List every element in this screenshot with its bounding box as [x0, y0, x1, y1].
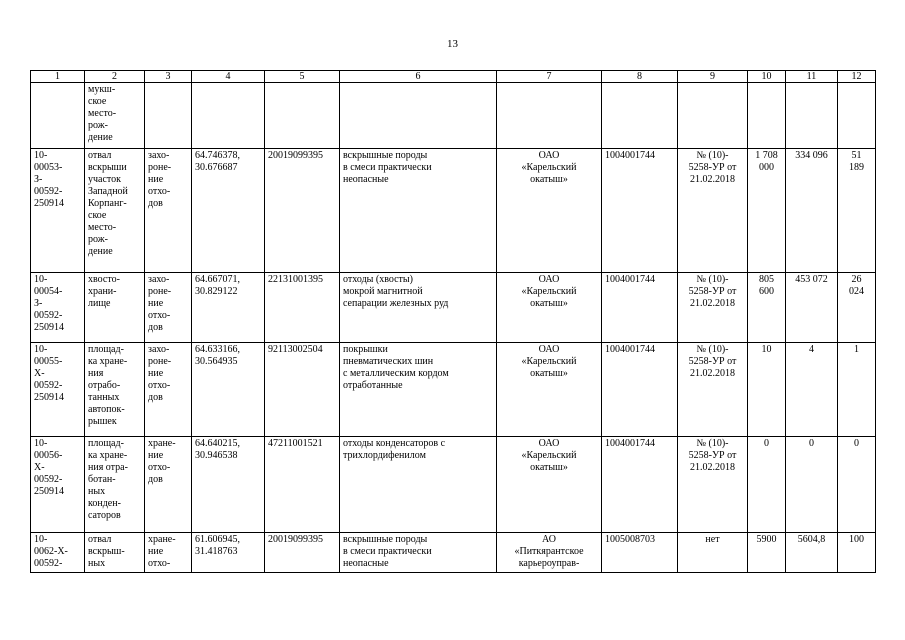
column-number-11: 11 — [786, 71, 838, 83]
cell-col-7 — [497, 83, 602, 149]
cell-col-9 — [678, 437, 748, 533]
cell-line: 00592- — [34, 558, 63, 569]
cell-line: ние — [148, 546, 164, 557]
cell-col-12 — [838, 437, 876, 533]
cell-line: ОАО — [538, 274, 560, 285]
cell-col-7 — [497, 343, 602, 437]
cell-line: отработанные — [343, 380, 403, 391]
cell-col-8 — [602, 149, 678, 273]
cell-line: «Карельский — [521, 162, 577, 173]
cell-line: вскрышные породы — [343, 150, 428, 161]
cell-line: № (10)- — [696, 344, 729, 355]
cell-col-12 — [838, 149, 876, 273]
cell-line: 00592- — [34, 186, 63, 197]
cell-col-4 — [192, 437, 265, 533]
cell-line: 024 — [849, 286, 864, 297]
cell-line: храни- — [88, 286, 117, 297]
cell-line: 000 — [759, 162, 774, 173]
cell-line: сепарации железных руд — [343, 298, 449, 309]
cell-line: 00055- — [34, 356, 63, 367]
cell-line: неопасные — [343, 558, 389, 569]
cell-col-3 — [145, 343, 192, 437]
cell-col-6 — [340, 149, 497, 273]
table-row — [31, 83, 876, 149]
cell-col-4 — [192, 149, 265, 273]
column-number-4: 4 — [192, 71, 265, 83]
cell-line: место- — [88, 108, 117, 119]
cell-line: 64.667071, — [195, 274, 240, 285]
cell-line: 1004001744 — [605, 438, 655, 449]
cell-line: площад- — [88, 438, 124, 449]
cell-col-8 — [602, 437, 678, 533]
cell-line: автопок- — [88, 404, 125, 415]
page-number: 13 — [447, 38, 458, 50]
cell-line: дение — [88, 132, 113, 143]
cell-col-3 — [145, 273, 192, 343]
cell-col-5 — [265, 83, 340, 149]
cell-line: 5258-УР от — [688, 356, 737, 367]
cell-col-10 — [748, 83, 786, 149]
cell-line: 453 072 — [795, 274, 828, 285]
column-number-12: 12 — [838, 71, 876, 83]
cell-line: дов — [148, 392, 163, 403]
cell-line: ние — [148, 298, 164, 309]
cell-col-7 — [497, 533, 602, 573]
cell-line: Западной — [88, 186, 128, 197]
cell-line: 10- — [34, 438, 48, 449]
cell-col-6 — [340, 343, 497, 437]
cell-line: дов — [148, 198, 163, 209]
cell-line: 47211001521 — [268, 438, 323, 449]
cell-col-11 — [786, 343, 838, 437]
cell-line: площад- — [88, 344, 124, 355]
cell-line: 100 — [849, 534, 864, 545]
cell-line: отходы (хвосты) — [343, 274, 413, 285]
cell-line: 21.02.2018 — [690, 368, 735, 379]
cell-line: карьероуправ- — [518, 558, 580, 569]
cell-col-2 — [85, 149, 145, 273]
table-row — [31, 343, 876, 437]
cell-line: 10- — [34, 534, 48, 545]
cell-line: 00592- — [34, 310, 63, 321]
cell-col-8 — [602, 533, 678, 573]
cell-col-7 — [497, 437, 602, 533]
cell-line: роне- — [148, 356, 172, 367]
cell-line: 189 — [849, 162, 864, 173]
cell-col-1 — [31, 273, 85, 343]
cell-line: 64.633166, — [195, 344, 240, 355]
cell-line: 64.640215, — [195, 438, 240, 449]
cell-line: танных — [88, 392, 120, 403]
cell-line: мукш- — [88, 84, 116, 95]
cell-line: конден- — [88, 498, 121, 509]
cell-line: ных — [88, 486, 106, 497]
cell-line: отрабо- — [88, 380, 121, 391]
cell-line: 00592- — [34, 474, 63, 485]
cell-col-2 — [85, 437, 145, 533]
cell-col-4 — [192, 83, 265, 149]
cell-col-6 — [340, 83, 497, 149]
cell-col-3 — [145, 83, 192, 149]
cell-line: 5258-УР от — [688, 286, 737, 297]
cell-line: Корпанг- — [88, 198, 127, 209]
cell-line: ОАО — [538, 344, 560, 355]
cell-line: З- — [34, 298, 43, 309]
cell-line: 1004001744 — [605, 274, 655, 285]
cell-col-2 — [85, 533, 145, 573]
cell-line: окатыш» — [530, 462, 568, 473]
cell-col-7 — [497, 149, 602, 273]
cell-line: 26 — [851, 274, 862, 285]
column-number-1: 1 — [31, 71, 85, 83]
cell-line: 5604,8 — [797, 534, 826, 545]
cell-line: рышек — [88, 416, 117, 427]
cell-line: отхо- — [148, 462, 171, 473]
cell-line: 1 — [854, 344, 859, 355]
cell-col-1 — [31, 83, 85, 149]
cell-line: Х- — [34, 368, 45, 379]
cell-col-12 — [838, 83, 876, 149]
cell-line: ние — [148, 174, 164, 185]
cell-col-9 — [678, 83, 748, 149]
cell-col-12 — [838, 343, 876, 437]
cell-line: 250914 — [34, 198, 64, 209]
cell-line: ОАО — [538, 438, 560, 449]
cell-line: ние — [148, 368, 164, 379]
cell-col-3 — [145, 533, 192, 573]
cell-line: 00592- — [34, 380, 63, 391]
cell-line: ных — [88, 558, 106, 569]
cell-line: роне- — [148, 162, 172, 173]
cell-line: дов — [148, 474, 163, 485]
cell-line: 1004001744 — [605, 344, 655, 355]
cell-line: ОАО — [538, 150, 560, 161]
cell-line: 64.746378, — [195, 150, 240, 161]
cell-line: Х- — [34, 462, 45, 473]
cell-line: ние — [148, 450, 164, 461]
cell-line: участок — [88, 174, 122, 185]
cell-col-8 — [602, 273, 678, 343]
cell-line: ния — [88, 368, 104, 379]
cell-line: 250914 — [34, 322, 64, 333]
cell-line: вскрыши — [88, 162, 127, 173]
cell-line: лище — [88, 298, 111, 309]
cell-line: 00054- — [34, 286, 63, 297]
cell-line: захо- — [148, 150, 170, 161]
cell-line: № (10)- — [696, 150, 729, 161]
cell-line: рож- — [88, 234, 108, 245]
cell-line: 22131001395 — [268, 274, 323, 285]
cell-line: 600 — [759, 286, 774, 297]
cell-line: 20019099395 — [268, 150, 323, 161]
cell-col-9 — [678, 343, 748, 437]
cell-line: 61.606945, — [195, 534, 240, 545]
table-row — [31, 533, 876, 573]
cell-col-12 — [838, 273, 876, 343]
cell-line: 21.02.2018 — [690, 174, 735, 185]
cell-line: окатыш» — [530, 368, 568, 379]
cell-col-10 — [748, 149, 786, 273]
cell-line: трихлордифенилом — [343, 450, 426, 461]
cell-line: отвал — [88, 534, 112, 545]
cell-line: 92113002504 — [268, 344, 323, 355]
cell-col-1 — [31, 149, 85, 273]
cell-line: ка хране- — [88, 450, 128, 461]
cell-line: ботан- — [88, 474, 116, 485]
column-number-8: 8 — [602, 71, 678, 83]
cell-line: 4 — [809, 344, 814, 355]
cell-line: 1005008703 — [605, 534, 655, 545]
cell-col-5 — [265, 273, 340, 343]
cell-col-5 — [265, 437, 340, 533]
cell-line: мокрой магнитной — [343, 286, 423, 297]
waste-register-table — [30, 70, 876, 573]
cell-line: отвал — [88, 150, 112, 161]
cell-line: отхо- — [148, 310, 171, 321]
table-row — [31, 273, 876, 343]
cell-col-9 — [678, 273, 748, 343]
cell-line: «Карельский — [521, 286, 577, 297]
cell-line: 0062-Х- — [34, 546, 68, 557]
cell-col-10 — [748, 273, 786, 343]
cell-line: хране- — [148, 438, 176, 449]
cell-col-7 — [497, 273, 602, 343]
cell-col-6 — [340, 533, 497, 573]
cell-col-1 — [31, 437, 85, 533]
cell-col-11 — [786, 273, 838, 343]
cell-line: З- — [34, 174, 43, 185]
cell-line: 21.02.2018 — [690, 298, 735, 309]
cell-line: в смеси практически — [343, 162, 432, 173]
cell-col-12 — [838, 533, 876, 573]
cell-line: 10- — [34, 344, 48, 355]
cell-col-11 — [786, 83, 838, 149]
cell-line: в смеси практически — [343, 546, 432, 557]
table-row — [31, 149, 876, 273]
cell-line: 334 096 — [795, 150, 828, 161]
cell-line: № (10)- — [696, 274, 729, 285]
column-number-5: 5 — [265, 71, 340, 83]
table-body — [31, 71, 876, 573]
cell-col-8 — [602, 343, 678, 437]
cell-col-5 — [265, 149, 340, 273]
cell-line: 20019099395 — [268, 534, 323, 545]
column-number-7: 7 — [497, 71, 602, 83]
cell-line: ка хране- — [88, 356, 128, 367]
cell-line: 0 — [764, 438, 769, 449]
cell-line: место- — [88, 222, 117, 233]
column-number-10: 10 — [748, 71, 786, 83]
cell-line: хране- — [148, 534, 176, 545]
cell-line: саторов — [88, 510, 121, 521]
cell-line: 250914 — [34, 486, 64, 497]
cell-line: 30.676687 — [195, 162, 238, 173]
column-number-3: 3 — [145, 71, 192, 83]
cell-line: 51 — [851, 150, 862, 161]
cell-line: хвосто- — [88, 274, 120, 285]
cell-col-6 — [340, 273, 497, 343]
cell-col-11 — [786, 149, 838, 273]
cell-line: 30.946538 — [195, 450, 238, 461]
cell-col-5 — [265, 533, 340, 573]
cell-line: окатыш» — [530, 174, 568, 185]
cell-line: 805 — [759, 274, 774, 285]
cell-line: «Карельский — [521, 450, 577, 461]
cell-line: нет — [705, 534, 720, 545]
cell-line: неопасные — [343, 174, 389, 185]
cell-line: захо- — [148, 274, 170, 285]
cell-line: захо- — [148, 344, 170, 355]
cell-line: 00053- — [34, 162, 63, 173]
cell-line: «Питкярантское — [514, 546, 584, 557]
cell-line: 5258-УР от — [688, 450, 737, 461]
cell-line: 30.564935 — [195, 356, 238, 367]
cell-line: 10- — [34, 150, 48, 161]
cell-line: рож- — [88, 120, 108, 131]
cell-line: покрышки — [343, 344, 388, 355]
cell-col-9 — [678, 149, 748, 273]
cell-col-11 — [786, 533, 838, 573]
cell-line: 1004001744 — [605, 150, 655, 161]
cell-line: ния отра- — [88, 462, 128, 473]
column-number-row — [31, 71, 876, 83]
cell-line: роне- — [148, 286, 172, 297]
cell-line: 5900 — [756, 534, 777, 545]
cell-line: «Карельский — [521, 356, 577, 367]
cell-line: 30.829122 — [195, 286, 238, 297]
cell-line: дение — [88, 246, 113, 257]
cell-line: 31.418763 — [195, 546, 238, 557]
cell-line: 10 — [761, 344, 772, 355]
column-number-9: 9 — [678, 71, 748, 83]
cell-line: отхо- — [148, 380, 171, 391]
cell-col-4 — [192, 533, 265, 573]
cell-line: вскрышные породы — [343, 534, 428, 545]
cell-line: 250914 — [34, 392, 64, 403]
cell-col-10 — [748, 437, 786, 533]
table-row — [31, 437, 876, 533]
column-number-6: 6 — [340, 71, 497, 83]
cell-col-6 — [340, 437, 497, 533]
cell-line: 5258-УР от — [688, 162, 737, 173]
cell-col-4 — [192, 273, 265, 343]
cell-col-8 — [602, 83, 678, 149]
cell-line: 10- — [34, 274, 48, 285]
cell-col-2 — [85, 83, 145, 149]
cell-col-9 — [678, 533, 748, 573]
cell-line: ское — [88, 96, 107, 107]
cell-col-11 — [786, 437, 838, 533]
cell-col-3 — [145, 437, 192, 533]
cell-line: 00056- — [34, 450, 63, 461]
cell-line: 0 — [809, 438, 814, 449]
cell-col-1 — [31, 343, 85, 437]
cell-line: отхо- — [148, 558, 171, 569]
cell-col-5 — [265, 343, 340, 437]
cell-line: отхо- — [148, 186, 171, 197]
cell-col-10 — [748, 533, 786, 573]
cell-line: АО — [542, 534, 556, 545]
cell-col-3 — [145, 149, 192, 273]
cell-col-2 — [85, 343, 145, 437]
cell-col-4 — [192, 343, 265, 437]
cell-line: дов — [148, 322, 163, 333]
cell-line: пневматических шин — [343, 356, 434, 367]
cell-line: вскрыш- — [88, 546, 125, 557]
cell-line: 21.02.2018 — [690, 462, 735, 473]
cell-line: 1 708 — [755, 150, 778, 161]
cell-col-2 — [85, 273, 145, 343]
cell-line: с металлическим кордом — [343, 368, 449, 379]
cell-line: ское — [88, 210, 107, 221]
cell-col-10 — [748, 343, 786, 437]
cell-line: окатыш» — [530, 298, 568, 309]
cell-line: № (10)- — [696, 438, 729, 449]
column-number-2: 2 — [85, 71, 145, 83]
cell-line: 0 — [854, 438, 859, 449]
cell-line: отходы конденсаторов с — [343, 438, 446, 449]
cell-col-1 — [31, 533, 85, 573]
